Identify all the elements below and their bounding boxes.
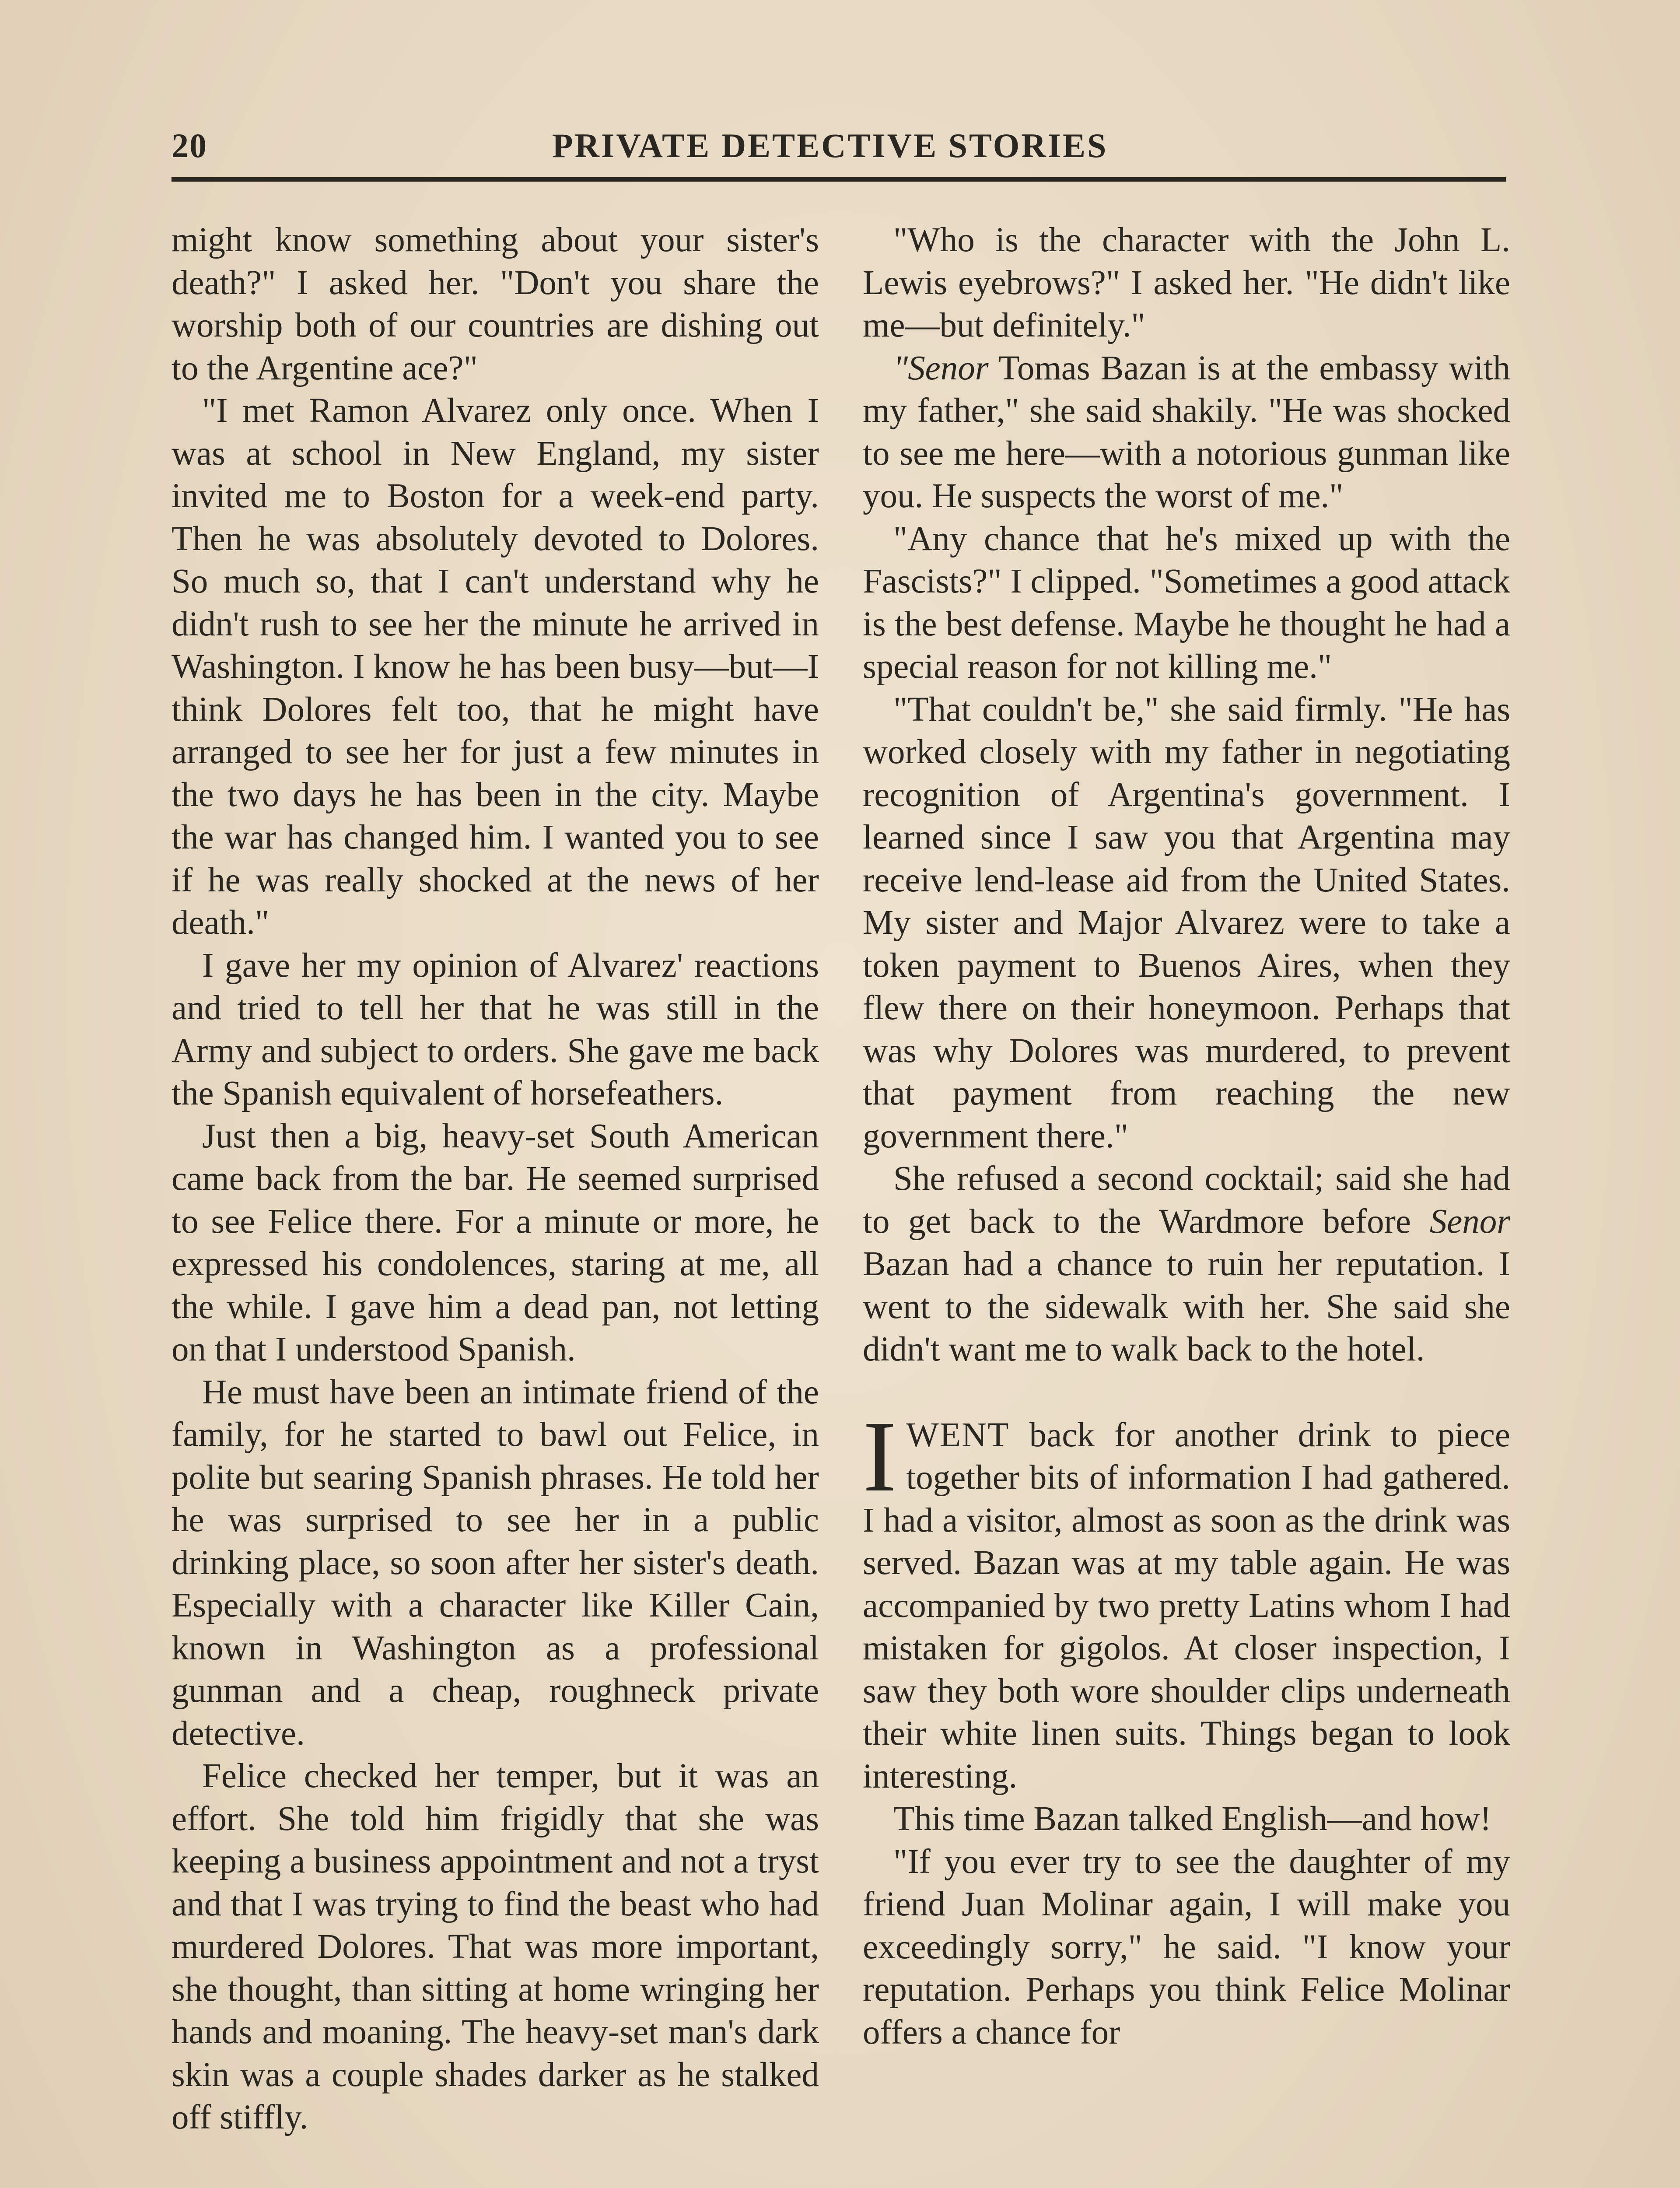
paragraph: Just then a big, heavy-set South American came back from the bar. He seemed surprised to see Felice there. For a minute or more, he expressed his condolences, staring at me, all the while. I gave him a dead pan, not letting on that I understood Spanish. <box>172 1117 819 1368</box>
page-header <box>172 123 1506 171</box>
page-number: 20 <box>172 126 207 165</box>
header-rule <box>172 177 1506 182</box>
paragraph: This time Bazan talked English—and how! <box>893 1800 1491 1838</box>
italic-word: Senor <box>1429 1202 1510 1241</box>
drop-cap: I <box>863 1400 897 1513</box>
paragraph-text: Bazan had a chance to ruin her reputation. I went to the sidewalk with her. She said she didn't want me to walk back to the hotel. <box>863 1245 1510 1368</box>
paragraph: might know something about your sister's death?" I asked her. "Don't you share the worship both of our countries are dishing out to the Argentine ace?" <box>172 221 819 387</box>
paragraph: "Who is the character with the John L. Lewis eyebrows?" I asked her. "He didn't like me—but definitely." <box>863 221 1510 344</box>
paragraph: "Any chance that he's mixed up with the Fascists?" I clipped. "Sometimes a good attack is the best defense. Maybe he thought he had a special reason for not killing me." <box>863 519 1510 686</box>
paragraph: "That couldn't be," she said firmly. "He has worked closely with my father in negotiating recognition of Argentina's government. I learned since I saw you that Argentina may receive lend-lease aid from the United States. My sister and Major Alvarez were to take a token payment to Buenos Aires, when they flew there on their honeymoon. Perhaps that was why Dolores was murdered, to prevent that payment from reaching the new government there." <box>863 690 1510 1155</box>
paragraph: "If you ever try to see the daughter of my friend Juan Molinar again, I will make you exceedingly sorry," he said. "I know your reputation. Perhaps you think Felice Molinar offers a chance for <box>863 1842 1510 2051</box>
paragraph-text: Tomas Bazan is at the embassy with my father," she said shakily. "He was shocked to see me here—with a notorious gunman like you. He suspects the worst of me." <box>863 349 1510 515</box>
right-column <box>863 219 1510 2054</box>
paragraph: "I met Ramon Alvarez only once. When I was at school in New England, my sister invited me to Boston for a week-end party. Then he was absolutely devoted to Dolores. So much so, that I can't understand why he didn't rush to see her the minute he arrived in Washington. I know he has been busy—but—I think Dolores felt too, that he might have arranged to see her for just a few minutes in the two days he has been in the city. Maybe the war has changed him. I wanted you to see if he was really shocked at the news of her death." <box>172 392 819 942</box>
paragraph: I gave her my opinion of Alvarez' reactions and tried to tell her that he was still in the Army and subject to orders. She gave me back the Spanish equivalent of horsefeathers. <box>172 946 819 1112</box>
section-opening-paragraph <box>863 1400 1510 1798</box>
left-column <box>172 219 819 2139</box>
paragraph: He must have been an intimate friend of the family, for he started to bawl out Felice, in polite but searing Spanish phrases. He told her he was surprised to see her in a public drinking place, so soon after her sister's death. Especially with a character like Killer Cain, known in Washington as a professional gunman and a cheap, roughneck private detective. <box>172 1373 819 1753</box>
paragraph-text: back for another drink to piece together bits of information I had gathered. I had a visitor, almost as soon as the drink was served. Bazan was at my table again. He was accompanied by two pretty Latins whom I had mistaken for gigolos. At closer inspection, I saw they both wore shoulder clips underneath their white linen suits. Things began to look interesting. <box>863 1416 1510 1795</box>
small-caps-lead: WENT <box>906 1416 1010 1454</box>
paragraph-text: She refused a second cocktail; said she had to get back to the Wardmore before <box>863 1160 1510 1241</box>
paragraph <box>863 347 1510 518</box>
paragraph: Felice checked her temper, but it was an effort. She told him frigidly that she was keeping a business appointment and not a tryst and that I was trying to find the beast who had murdered Dolores. That was more important, she thought, than sitting at home wringing her hands and moaning. The heavy-set man's dark skin was a couple shades darker as he stalked off stiffly. <box>172 1757 819 2136</box>
paragraph <box>863 1157 1510 1371</box>
running-title: PRIVATE DETECTIVE STORIES <box>552 126 1108 165</box>
italic-word: "Senor <box>893 349 989 387</box>
